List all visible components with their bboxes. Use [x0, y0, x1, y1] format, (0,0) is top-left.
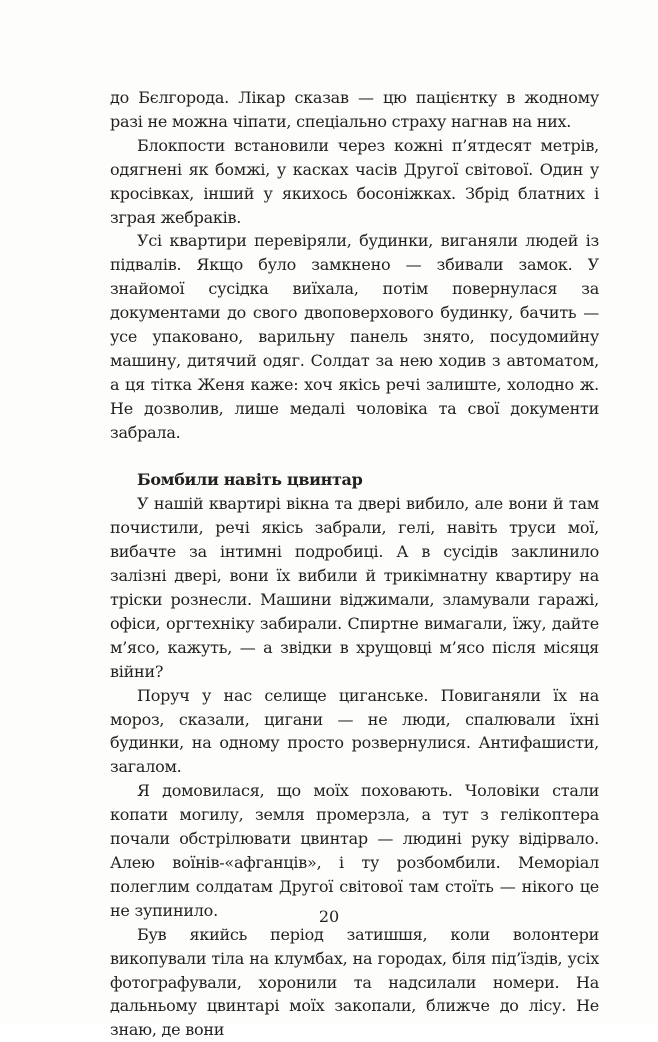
paragraph-cemetery: Я домовилася, що моїх поховають. Чоловіки стали копати могилу, земля промерзла, а тут з гелікоптера почали обстрілювати цвинтар — людині руку відірвало. Алею воїнів-«афганців», і ту розбомбили. Меморіал полеглим солдатам Другої світової там стоїть — нікого це не зупинило. — [110, 781, 599, 920]
paragraph-volunteers: Був якийсь період затишшя, коли волонтери викопували тіла на клумбах, на городах, біля під’їздів, усіх фотографували, хоронили та надсилали номери. На дальньому цвинтарі моїх закопали, ближче до лісу. Не знаю, де вони — [110, 924, 599, 1040]
paragraph-apartments: Усі квартири перевіряли, будинки, виганяли людей із підвалів. Якщо було замкнено — збивали замок. У знайомої сусідка виїхала, потім повернулася за документами до свого двоповерхового будинку, бачить — усе упаковано, варильну панель знято, посудомийну машину, дитячий одяг. Солдат за нею ходив з автоматом, а ця тітка Женя каже: хоч якісь речі залиште, холодно ж. Не дозволив, лише медалі чоловіка та свої документи забрала. — [110, 231, 599, 442]
page-number: 20 — [318, 907, 340, 926]
section-heading: Бомбили навіть цвинтар — [137, 470, 363, 490]
paragraph-continued: до Бєлгорода. Лікар сказав — цю пацієнтку в жодному разі не можна чіпати, спеціально страху нагнав на них. — [110, 88, 599, 131]
paragraph-checkpoints: Блокпости встановили через кожні п’ятдесят метрів, одягнені як бомжі, у касках часів Другої світової. Один у кросівках, інший у якихось босоніжках. Збрід блатних і зграя жебраків. — [110, 135, 599, 227]
paragraph-looting: У нашій квартирі вікна та двері вибило, але вони й там почистили, речі якісь забрали, гелі, навіть труси мої, вибачте за інтимні подробиці. А в сусідів заклинило залізні двері, вони їх вибили й трикімнатну квартиру на тріски рознесли. Машини віджимали, зламували гаражі, офіси, оргтехніку забирали. Спиртне вимагали, їжу, дайте м’ясо, кажуть, — а звідки в хрущовці м’ясо після місяця війни? — [110, 494, 599, 681]
page-text — [110, 86, 599, 1042]
paragraph-gypsy-village: Поруч у нас селище циганське. Повиганяли їх на мороз, сказали, цигани — не люди, спалювали їхні будинки, на одному просто розвернулися. Антифашисти, загалом. — [110, 685, 599, 777]
